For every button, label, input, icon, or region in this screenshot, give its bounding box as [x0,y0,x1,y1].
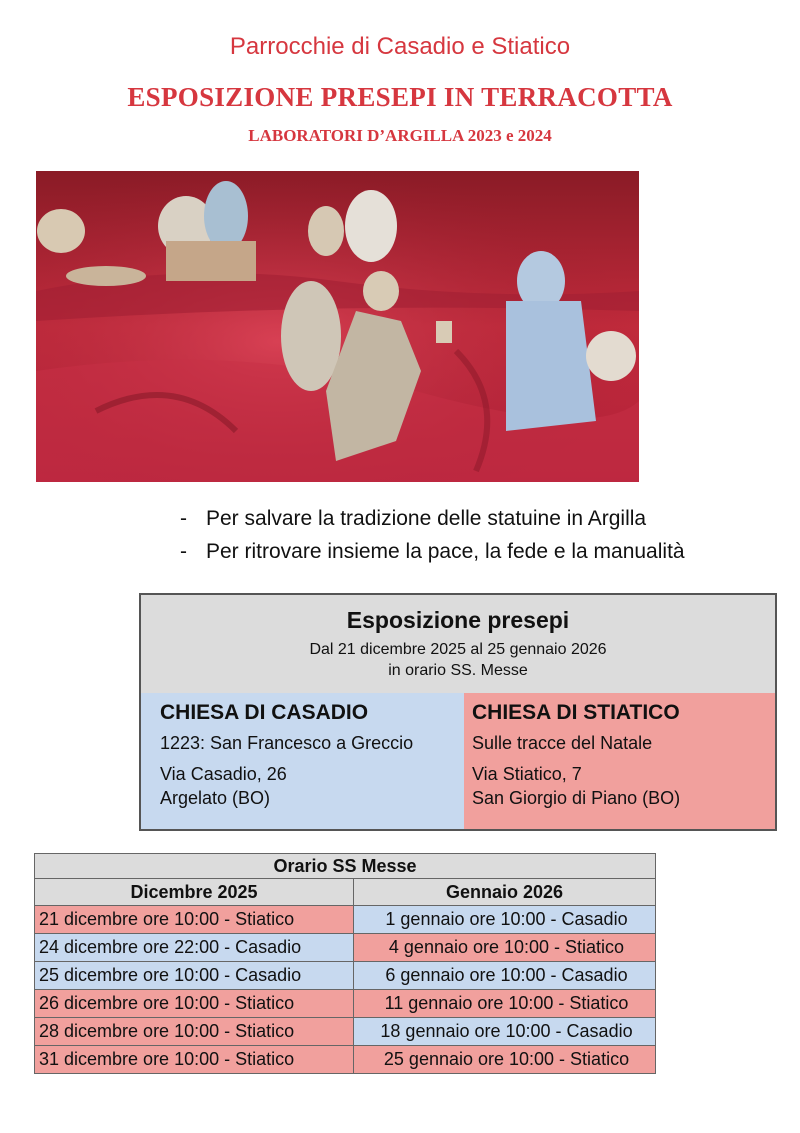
masses-table [34,853,656,1074]
church-street: Via Stiatico, 7 [472,764,582,784]
table-row [35,1046,656,1074]
church-stiatico [464,693,775,829]
exhibition-title: Esposizione presepi [346,607,570,633]
exhibition-header [141,595,775,693]
exhibition-box [139,593,777,831]
church-street: Via Casadio, 26 [160,764,287,784]
mass-january: 25 gennaio ore 10:00 - Stiatico [354,1046,656,1074]
exhibition-hours: in orario SS. Messe [388,662,528,679]
exhibition-dates: Dal 21 dicembre 2025 al 25 gennaio 2026 [309,641,607,658]
page-title: ESPOSIZIONE PRESEPI IN TERRACOTTA [127,82,673,112]
bullet-item: - Per salvare la tradizione delle statuine in Argilla [180,507,647,530]
nativity-photo [36,171,639,482]
mass-december: 26 dicembre ore 10:00 - Stiatico [35,990,354,1018]
table-caption: Orario SS Messe [35,854,656,879]
church-theme: Sulle tracce del Natale [472,733,653,753]
table-row [35,962,656,990]
church-name: CHIESA DI STIATICO [472,701,680,724]
church-name: CHIESA DI CASADIO [160,701,369,724]
table-row [35,934,656,962]
church-city: San Giorgio di Piano (BO) [472,788,681,808]
column-header: Gennaio 2026 [354,879,656,906]
bullet-list [180,502,685,568]
table-row [35,1018,656,1046]
table-row [35,906,656,934]
mass-january: 11 gennaio ore 10:00 - Stiatico [354,990,656,1018]
church-theme: 1223: San Francesco a Greccio [160,733,414,753]
bullet-item: - Per ritrovare insieme la pace, la fede e la manualità [180,540,685,563]
table-row [35,990,656,1018]
mass-january: 1 gennaio ore 10:00 - Casadio [354,906,656,934]
mass-december: 25 dicembre ore 10:00 - Casadio [35,962,354,990]
mass-december: 31 dicembre ore 10:00 - Stiatico [35,1046,354,1074]
church-city: Argelato (BO) [160,788,271,808]
column-header: Dicembre 2025 [35,879,354,906]
mass-january: 18 gennaio ore 10:00 - Casadio [354,1018,656,1046]
mass-december: 21 dicembre ore 10:00 - Stiatico [35,906,354,934]
mass-january: 6 gennaio ore 10:00 - Casadio [354,962,656,990]
mass-december: 24 dicembre ore 22:00 - Casadio [35,934,354,962]
mass-january: 4 gennaio ore 10:00 - Stiatico [354,934,656,962]
mass-december: 28 dicembre ore 10:00 - Stiatico [35,1018,354,1046]
church-casadio [141,693,464,829]
page-subtitle: LABORATORI D’ARGILLA 2023 e 2024 [248,126,552,145]
parish-heading: Parrocchie di Casadio e Stiatico [229,33,571,60]
